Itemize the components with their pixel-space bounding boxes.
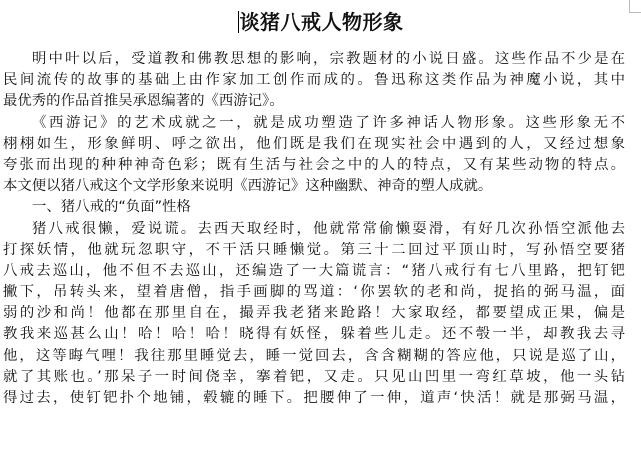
paragraph-line[interactable]: 撇下，吊转头来，望着唐僧，指手画脚的骂道：‘你罢软的老和尚，捉掐的弼马温，面 [3,284,625,301]
paragraph-line[interactable]: 猪八戒很懒，爱说谎。去西天取经时，他就常常偷懒耍滑，有好几次孙悟空派他去 [32,220,625,237]
document-title-line [0,8,641,36]
margin-corner-mark-top [629,0,630,12]
paragraph-line[interactable]: 本文便以猪八戒这个文学形象来说明《西游记》这种幽默、神奇的塑人成就。 [3,178,493,195]
document-title[interactable]: 谈猪八戒人物形象 [239,10,404,34]
paragraph-line[interactable]: 民间流传的故事的基础上由作家加工创作而成的。鲁迅称这类作品为神魔小说，其中 [3,72,625,89]
paragraph-line[interactable]: 就了其账也。’那呆子一时间侥幸，搴着钯，又走。只见山凹里一弯红草坡，他一头钻 [3,368,625,385]
paragraph-line[interactable]: 打探妖情，他就玩忽职守，不干活只睡懒觉。第三十二回过平顶山时，写孙悟空要猪 [3,241,625,258]
paragraph-line[interactable]: 夸张而出现的种种神奇色彩；既有生活与社会之中的人的特点，又有某些动物的特点。 [3,156,625,173]
paragraph-line[interactable]: 《西游记》的艺术成就之一，就是成功塑造了许多神话人物形象。这些形象无不 [32,114,625,131]
paragraph-line[interactable]: 教我来巡甚么山！哈！哈！哈！晓得有妖怪，躲着些儿走。还不彀一半，却教我去寻 [3,326,625,343]
paragraph-line[interactable]: 他，这等晦气哩！我往那里睡觉去，睡一觉回去，含含糊糊的答应他，只说是巡了山， [3,347,625,364]
paragraph-line[interactable]: 弱的沙和尚！他都在那里自在，撮弄我老猪来跄路！大家取经，都要望成正果，偏是 [3,305,625,322]
paragraph-line[interactable]: 一、猪八戒的“负面”性格 [32,199,191,216]
text-cursor[interactable] [238,11,239,33]
paragraph-line[interactable]: 明中叶以后，受道教和佛教思想的影响，宗教题材的小说日盛。这些作品不少是在 [32,51,625,67]
paragraph-line[interactable]: 八戒去巡山，他不但不去巡山，还编造了一大篇谎言：“猪八戒行有七八里路，把钉钯 [3,262,625,279]
margin-corner-mark-top-horizontal [629,12,641,13]
paragraph-line[interactable]: 栩栩如生，形象鲜明、呼之欲出，他们既是我们在现实社会中遇到的人，又经过想象 [3,135,625,152]
document-body[interactable] [3,49,625,409]
paragraph-line[interactable]: 最优秀的作品首推吴承恩编著的《西游记》。 [3,93,284,110]
paragraph-line[interactable]: 得过去，使钉钯扑个地铺，毂辘的睡下。把腰伸了一伸，道声‘快活！就是那弼马温， [3,390,625,406]
